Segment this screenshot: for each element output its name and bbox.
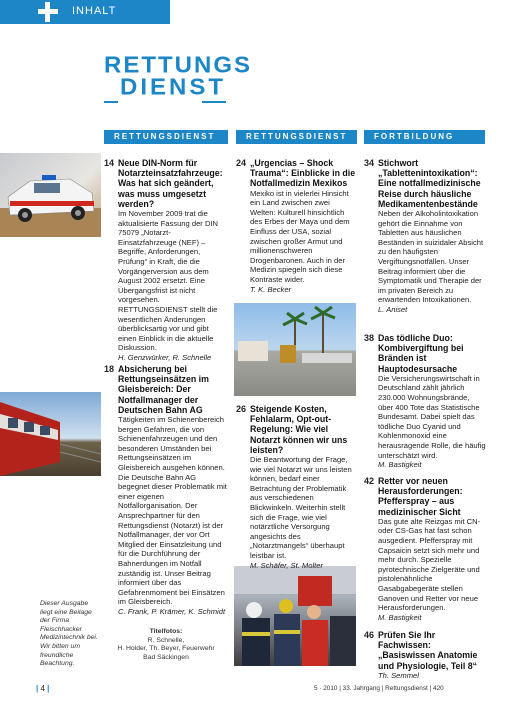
article-number: 18 (104, 364, 115, 374)
article-title[interactable]: Neue DIN-Norm für Notarzteinsatzfahrzeuge: Was hat sich geändert, was muss umgesetzt werden? (118, 158, 223, 209)
train-illustration (0, 392, 101, 476)
article-24[interactable] (236, 158, 357, 294)
photo-credits-line: H. Holder, Th. Beyer, Feuerwehr (117, 645, 215, 653)
column-header-right (364, 130, 485, 144)
article-42[interactable] (364, 476, 486, 622)
section-header-bar (0, 0, 170, 24)
article-18[interactable] (104, 364, 228, 616)
logo-line-2: DIENST (120, 74, 227, 101)
article-title[interactable]: Das tödliche Duo: Kombivergiftung bei Bränden ist Hauptodesursache (378, 333, 464, 374)
article-body: Die Beantwortung der Frage, wie viel Notarzt wir uns leisten können, bedarf einer Betrachtung der Problematik aus verschiedenen Blickwinkeln. Weiterhin stellt sich die Frage, wie viel notärztliche Versorgung angesichts des „Notarztmangels“ überhaupt leistbar ist. (250, 455, 352, 560)
ambulance-car-photo (0, 153, 101, 237)
photo-credits (104, 628, 228, 662)
photo-credits-heading: Titelfotos: (149, 628, 183, 635)
article-title[interactable]: Absicherung bei Rettungseinsätzen im Gleisbereich: Der Notfallmanager der Deutschen Bahn AG (118, 364, 209, 415)
logo-bar-left (104, 101, 118, 103)
article-author: T. K. Becker (250, 284, 292, 294)
article-title[interactable]: Retter vor neuen Herausforderungen: Pfefferspray – aus medizinischer Sicht (378, 476, 463, 517)
article-body: Die Versicherungswirtschaft in Deutschland zählt jährlich 230.000 Wohnungsbrände, über 400 Tote das Statistische Bundesamt. Dabei spielt das tödliche Duo Cyanid und Kohlenmonoxid eine herausragende Rolle, die häufig unterschätzt wird. (378, 373, 486, 460)
footer-issue-info: 5 · 2010 | 33. Jahrgang | Rettungsdienst | 420 (314, 685, 444, 692)
article-26[interactable] (236, 404, 357, 570)
magazine-logo (104, 52, 252, 101)
column-header-label: RETTUNGSDIENST (236, 130, 357, 144)
article-author: M. Bastigkeit (378, 460, 422, 470)
article-author: M. Bastigkeit (378, 612, 422, 622)
logo-bar-right (202, 101, 226, 103)
logo-line-1: RETTUNGS (104, 52, 252, 79)
column-header-middle (236, 130, 357, 144)
article-author: M. Schäfer, St. Molter (250, 560, 324, 570)
mexico-street-photo (234, 303, 356, 396)
supplement-caption: Dieser Ausgabe liegt eine Beilage der Firma Fleischhacker Medizintechnik bei. Wir bitten um freundliche Beachtung. (40, 600, 98, 668)
photo-credits-line: R. Schnelle, (147, 636, 185, 644)
article-title[interactable]: Prüfen Sie Ihr Fachwissen: „Basiswissen Anatomie und Physiologie, Teil 8“ (378, 630, 478, 671)
article-38[interactable] (364, 333, 486, 470)
article-34[interactable] (364, 158, 486, 315)
column-header-label: FORTBILDUNG (364, 130, 485, 144)
article-body: Im November 2009 trat die aktualisierte Fassung der DIN 75079 „Notarzt-Einsatzfahrzeuge (NEF) – Begriffe, Anforderungen, Prüfung“ in Kraft, die die Vorgängerversion aus dem August 2002 ersetzt. Eine Übergangsfrist ist nicht vorgesehen. RETTUNGSDIENST stellt die wesentlichen Änderungen überblicksartig vor und gibt einen Einblick in die aktuelle Diskussion. (118, 209, 219, 353)
plus-icon (38, 0, 58, 24)
column-header-label: RETTUNGSDIENST (104, 130, 228, 144)
article-author: H. Genzwürker, R. Schnelle (118, 352, 212, 362)
article-body: Mexiko ist in vielerlei Hinsicht ein Land zwischen zwei Welten: Kulturell hinsichtlich des Erbes der Maya und dem Einfluss der USA, sozial zwischen großer Armut und millionenschweren Drogenbaronen. Auch in der Medizin spiegeln sich diese Kontraste wider. (250, 188, 350, 284)
photo-credits-line: Bad Säckingen (143, 653, 189, 661)
article-title[interactable]: Stichwort „Tablettenintoxikation“: Eine notfallmedizinische Reise durch häusliche Medikamentenbestände (378, 158, 481, 209)
article-46[interactable] (364, 630, 486, 680)
article-number: 46 (364, 630, 375, 640)
train-photo (0, 392, 101, 476)
rescue-team-photo (234, 566, 356, 666)
article-number: 42 (364, 476, 375, 486)
firefighters-illustration (234, 566, 356, 666)
article-title[interactable]: „Urgencias – Shock Trauma“: Einblicke in die Notfallmedizin Mexikos (250, 158, 356, 189)
article-author: Th. Semmel (378, 670, 419, 680)
article-title[interactable]: Steigende Kosten, Fehlalarm, Opt-out-Regelung: Wie viel Notarzt können wir uns leisten? (250, 404, 348, 455)
palm-street-illustration (234, 303, 356, 396)
article-body: Tätigkeiten im Schienenbereich bergen Gefahren, die von Schienenfahrzeugen und den besonderen Umständen bei Rettungseinsätzen im Gleisbereich ausgehen können. Die Deutsche Bahn AG begegnet dieser Problematik mit einer eigenen Notfallorganisation. Der Ansprechpartner für den Rettungsdienst (Notarzt) ist der Notfallmanager, der vor Ort Mitglied der Einsatzleitung und für die Durchführung der Bahnerdungen im Notfall zuständig ist. Unser Beitrag informiert über das Gefahrenmoment bei Einsätzen im Gleisbereich. (118, 415, 227, 607)
article-body: Neben der Alkoholintoxikation gehört die Einnahme von Tabletten aus häuslichen Beständen in suizidaler Absicht zu den häufigsten Vergiftungsnotfällen. Unser Beitrag informiert über die Symptomatik und Therapie der im privaten Bereich zu erwartenden Intoxikationen. (378, 209, 484, 305)
article-number: 34 (364, 158, 375, 168)
section-header-label: INHALT (72, 5, 117, 17)
article-number: 24 (236, 158, 247, 168)
page-number-value: 4 (40, 684, 45, 693)
article-number: 38 (364, 333, 375, 343)
article-number: 14 (104, 158, 115, 168)
article-author: C. Frank, P. Krämer, K. Schmidt (118, 606, 226, 616)
article-author: L. Aniset (378, 304, 408, 314)
ambulance-car-illustration (0, 153, 101, 237)
page-number: | 4 | (36, 684, 50, 693)
article-number: 26 (236, 404, 247, 414)
article-14[interactable] (104, 158, 228, 363)
article-body: Das gute alte Reizgas mit CN- oder CS-Gas hat fast schon ausgedient. Pfefferspray mit Capsaicin setzt sich mehr und mehr durch. Spezielle pyrotechnische Zielgeräte und pistolenähnliche Gasabgabegeräte stellen Ganoven und Retter vor neue Herausforderungen. (378, 516, 481, 613)
column-header-left (104, 130, 228, 144)
